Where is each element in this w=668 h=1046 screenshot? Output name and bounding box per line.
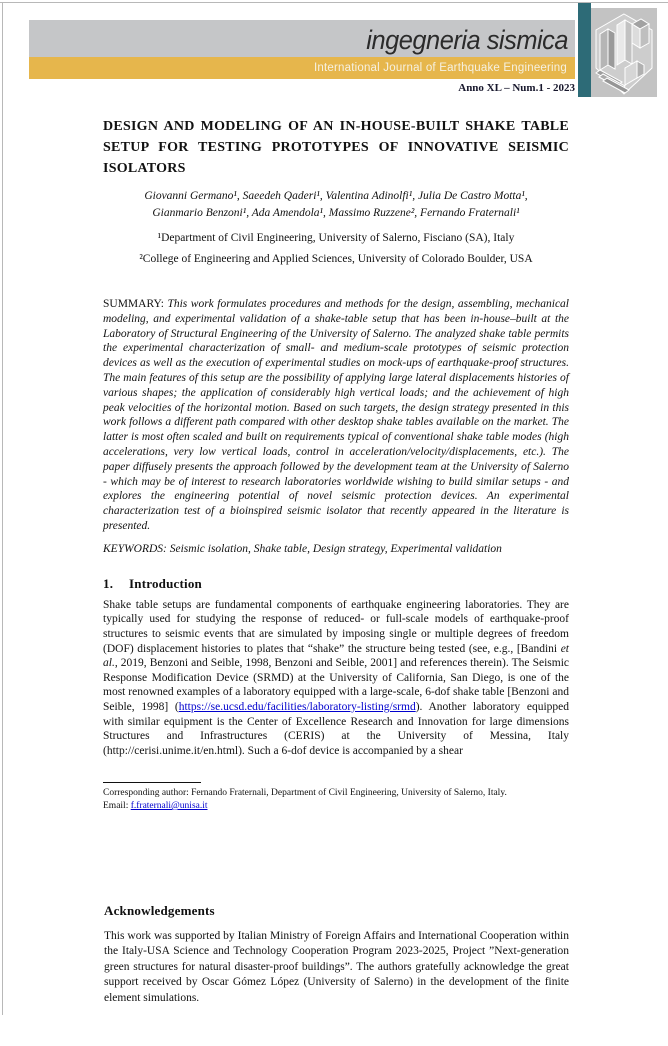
affiliation-1: ¹Department of Civil Engineering, University of Salerno, Fisciano (SA), Italy bbox=[157, 232, 515, 244]
affiliation-2: ²College of Engineering and Applied Sciences, University of Colorado Boulder, USA bbox=[139, 253, 533, 265]
author-line-2: Gianmario Benzoni¹, Ada Amendola¹, Massimo Ruzzene², Fernando Fraternali¹ bbox=[152, 207, 520, 219]
text-segment: Email: bbox=[103, 801, 131, 811]
journal-logo bbox=[591, 8, 657, 97]
summary-paragraph bbox=[103, 297, 569, 534]
footnote bbox=[103, 782, 569, 813]
masthead-banner bbox=[29, 20, 575, 57]
text-segment: SUMMARY: bbox=[103, 298, 168, 310]
footnote-rule bbox=[103, 782, 201, 783]
article bbox=[103, 116, 569, 758]
text-segment: , 2019, Benzoni and Seible, 1998, Benzoni and Seible, 2001] and references therein). The Seismic Response Modification Device (SRMD) at the University of California, San Diego, is one of the most renowned examples of a laboratory equipped with a large-scale, 6-dof shake table [Benzoni and Seible, 1998] ( bbox=[103, 657, 569, 713]
masthead-subtitle-bar bbox=[29, 57, 575, 79]
page-edge-left bbox=[2, 2, 3, 1015]
author-list bbox=[103, 188, 569, 222]
author-line-1: Giovanni Germano¹, Saeedeh Qaderi¹, Valentina Adinolfi¹, Julia De Castro Motta¹, bbox=[144, 190, 528, 202]
text-segment: ). Another laboratory equipped with similar equipment is the Center of Excellence Research and Innovation for large dimensions Structures and Infrastructures (CERIS) at the University of Messina, Italy (http://cerisi.unime.it/en.html). Such a 6-dof device is accompanied by a shear bbox=[103, 700, 569, 757]
issue-info: Anno XL – Num.1 - 2023 bbox=[458, 82, 575, 94]
acknowledgements-heading: Acknowledgements bbox=[104, 903, 215, 918]
introduction-paragraph bbox=[103, 598, 569, 759]
section-heading-introduction bbox=[103, 576, 569, 592]
text-segment: This work formulates procedures and methods for the design, assembling, mechanical modeling, and experimental validation of a shake-table setup that has been in-house–built at the Laboratory of Structural Engineering of the University of Salerno. The analyzed shake table permits the experimental characterization of small- and medium-scale prototypes of seismic protection devices as well as the execution of experimental studies on mock-ups of earthquake-proof structures. The main features of this setup are the possibility of applying large lateral displacements histories of various shapes; the application of considerably high vertical loads; and the achievement of high peak velocities of the horizontal motion. Based on such targets, the design strategy presented in this work follows a different path compared with other desktop shake tables available on the market. The latter is most often scaled and built on requirements typical of conventional shake table modes (high accelerations, very low vertical loads, control in acceleration/velocity/displacements, etc.). The paper diffusely presents the approach followed by the development team at the University of Salerno - which may be of interest to research laboratories worldwide wishing to build similar setups - and explores the engineering potential of novel seismic protection devices. An experimental characterization test of a bioinspired seismic isolator that recently appeared in the literature is presented. bbox=[103, 298, 570, 532]
journal-subtitle: International Journal of Earthquake Engineering bbox=[314, 62, 567, 74]
paper-title: DESIGN AND MODELING OF AN IN-HOUSE-BUILT SHAKE TABLE SETUP FOR TESTING PROTOTYPES OF INNOVATIVE SEISMIC ISOLATORS bbox=[103, 119, 569, 176]
keywords-line: KEYWORDS: Seismic isolation, Shake table, Design strategy, Experimental validation bbox=[103, 542, 502, 555]
journal-name: ingegneria sismica bbox=[366, 25, 569, 55]
email-line bbox=[103, 800, 569, 813]
text-segment: Shake table setups are fundamental components of earthquake engineering laboratories. They are typically used for studying the response of reduced- or full-scale models of earthquake-proof structures to seismic events that are simulated by imposing single or multiple degrees of freedom (DOF) displacement histories to plates that “shake” the structure being tested (see, e.g., [Bandini bbox=[103, 598, 569, 655]
acknowledgements-section bbox=[104, 903, 569, 1006]
page-edge-top bbox=[0, 2, 668, 3]
section-number: 1. bbox=[103, 575, 114, 591]
hyperlink[interactable]: f.fraternali@unisa.it bbox=[130, 801, 208, 811]
masthead-accent-stripe bbox=[578, 3, 591, 97]
corresponding-author-note: Corresponding author: Fernando Fraternali, Department of Civil Engineering, University of Salerno, Italy. bbox=[103, 788, 507, 798]
section-title: Introduction bbox=[129, 575, 202, 591]
text-segment: et al. bbox=[103, 642, 569, 670]
affiliations bbox=[103, 228, 569, 270]
isometric-cube-logo bbox=[591, 8, 657, 97]
acknowledgements-paragraph: This work was supported by Italian Ministry of Foreign Affairs and International Cooperation within the Italy-USA Science and Technology Cooperation Program 2023-2025, Project ”Next-generation green structures for natural disaster-proof buildings”. The authors gratefully acknowledge the great support received by Oscar Gómez López (University of Salerno) in the development of the finite element simulations. bbox=[104, 930, 569, 1004]
hyperlink[interactable]: https://se.ucsd.edu/facilities/laboratory-listing/srmd bbox=[178, 700, 416, 713]
